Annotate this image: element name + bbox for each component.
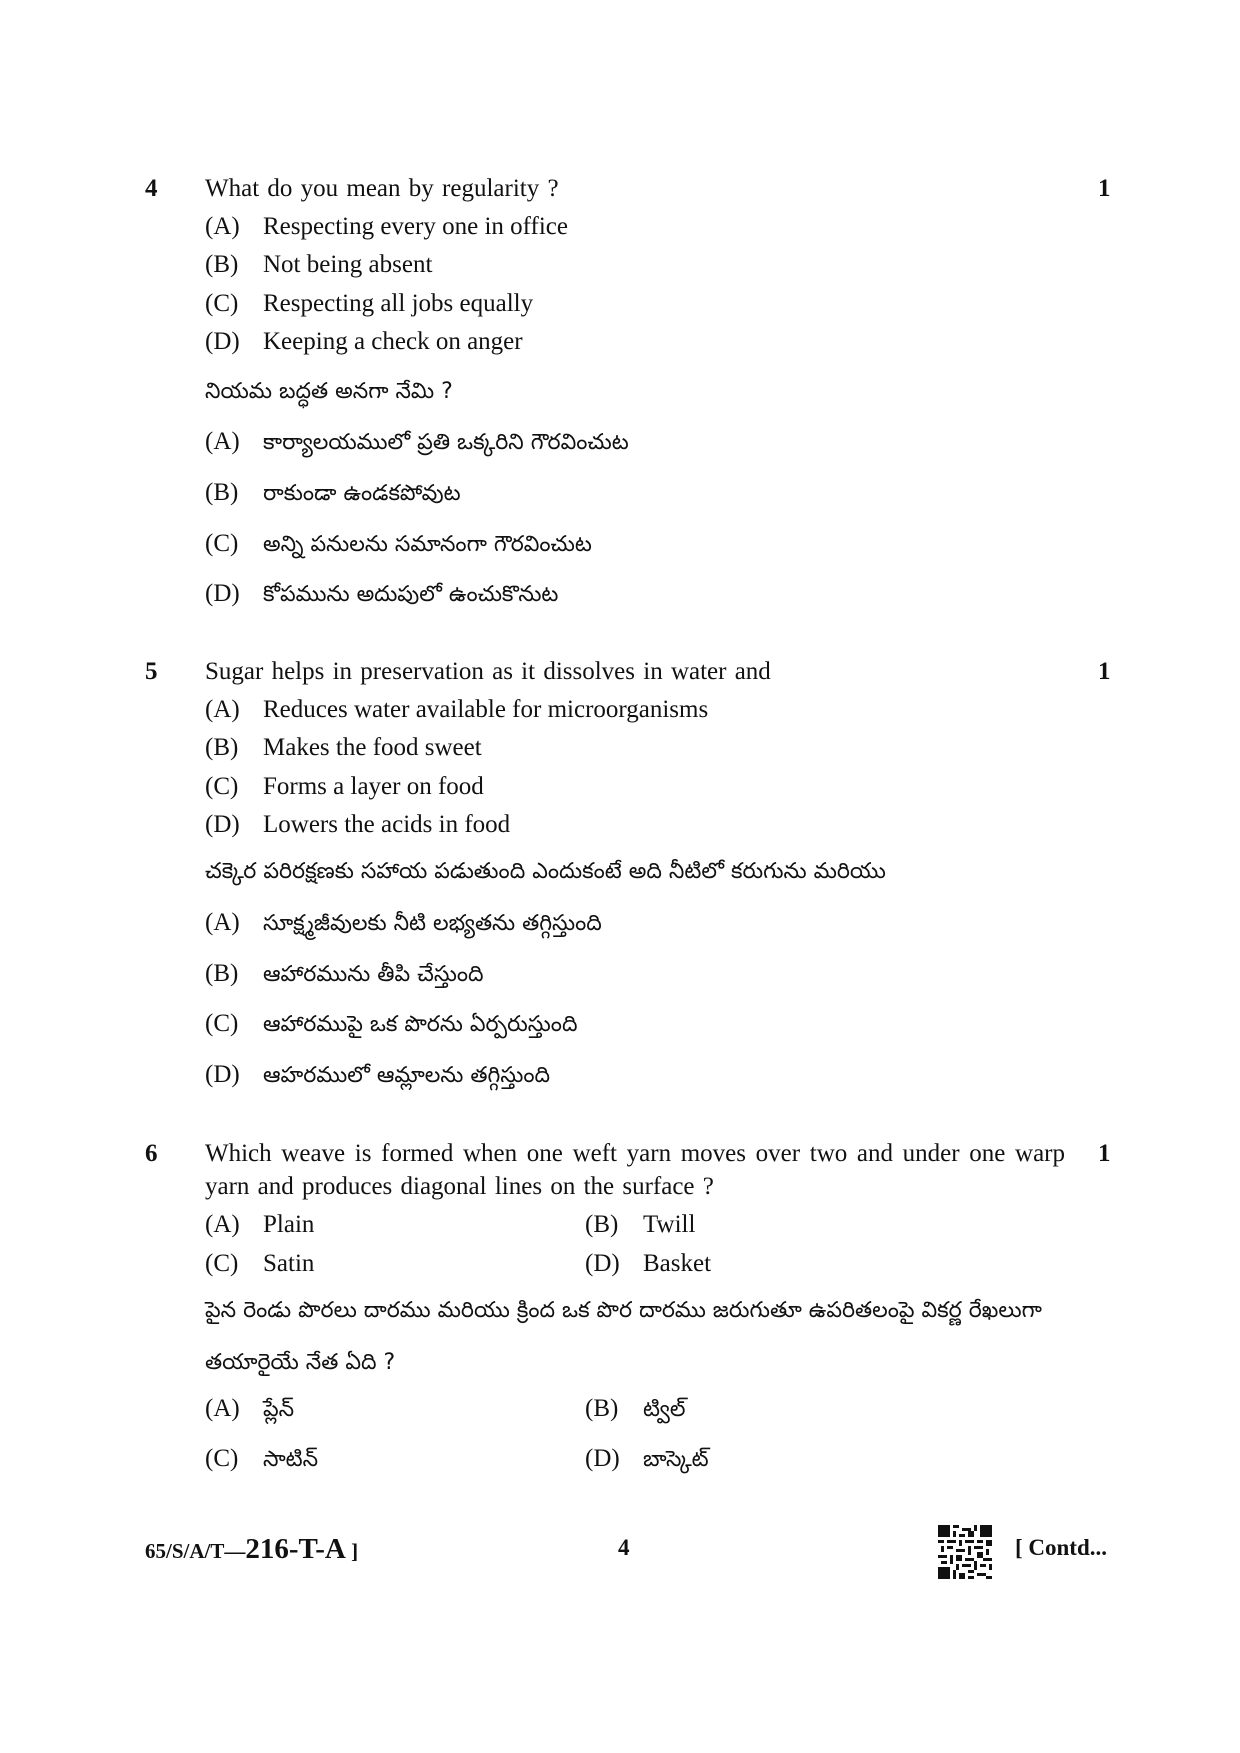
- option-text: Twill: [643, 1211, 696, 1238]
- option-text: Basket: [643, 1250, 712, 1277]
- option-label: (B): [585, 1211, 619, 1238]
- option-label: (D): [205, 811, 240, 838]
- question-text: What do you mean by regularity ?: [205, 175, 559, 202]
- paper-code-prefix: 65/S/A/T—: [145, 1539, 246, 1563]
- option-label: (A): [205, 696, 240, 723]
- qr-code-icon: [938, 1525, 992, 1579]
- telugu-question-text: చక్కెర పరిరక్షణకు సహాయ పడుతుంది ఎందుకంటే అది నీటిలో కరుగును మరియు: [205, 859, 886, 884]
- question-marks: 1: [1098, 1140, 1111, 1167]
- option-label: (C): [205, 773, 239, 800]
- option-a: [205, 693, 708, 726]
- option-label: (A): [205, 428, 240, 455]
- option-text: Lowers the acids in food: [263, 811, 511, 838]
- continued-label: [ Contd...: [1015, 1535, 1108, 1560]
- option-b: [205, 248, 432, 281]
- option-text: Respecting every one in office: [263, 213, 568, 240]
- question-marks: 1: [1098, 175, 1111, 202]
- option-text: బాస్కెట్: [643, 1447, 709, 1472]
- option-text: ఆహారమును తీపి చేస్తుంది: [263, 962, 484, 987]
- option-label: (B): [205, 734, 239, 761]
- question-number: 5: [145, 658, 158, 685]
- telugu-option-d: [585, 1442, 709, 1476]
- option-text: Reduces water available for microorganisms: [263, 696, 709, 723]
- option-label: (C): [205, 290, 239, 317]
- option-label: (A): [205, 909, 240, 936]
- option-text: Makes the food sweet: [263, 734, 482, 761]
- option-label: (A): [205, 1211, 240, 1238]
- option-label: (B): [585, 1395, 619, 1422]
- question-number: 6: [145, 1140, 158, 1167]
- question-text: Which weave is formed when one weft yarn moves over two and under one warp yarn and produces diagonal lines on the surface ?: [205, 1140, 1065, 1200]
- option-b: [205, 731, 482, 764]
- option-label: (C): [205, 1445, 239, 1472]
- telugu-option-d: [205, 1058, 550, 1092]
- option-c: [205, 770, 484, 803]
- option-a: [205, 1208, 314, 1241]
- option-label: (D): [585, 1445, 620, 1472]
- page-number: 4: [618, 1535, 630, 1560]
- option-text: Respecting all jobs equally: [263, 290, 534, 317]
- option-c: [205, 1247, 314, 1280]
- telugu-option-c: [205, 1442, 318, 1476]
- telugu-option-b: [205, 957, 484, 991]
- option-text: Plain: [263, 1211, 315, 1238]
- paper-code: [145, 1533, 358, 1566]
- option-label: (C): [205, 1250, 239, 1277]
- option-text: సూక్ష్మజీవులకు నీటి లభ్యతను తగ్గిస్తుంది: [263, 911, 602, 936]
- option-text: సాటిన్: [263, 1447, 319, 1472]
- paper-code-main: 216-T-A: [245, 1533, 346, 1565]
- option-label: (B): [205, 479, 239, 506]
- telugu-option-d: [205, 577, 558, 611]
- option-label: (C): [205, 1010, 239, 1037]
- option-c: [205, 287, 533, 320]
- option-text: ట్విల్: [643, 1397, 686, 1422]
- option-text: రాకుండా ఉండకపోవుట: [263, 481, 461, 506]
- option-label: (C): [205, 530, 239, 557]
- option-text: అన్ని పనులను సమానంగా గౌరవించుట: [263, 532, 592, 557]
- option-label: (D): [205, 1061, 240, 1088]
- telugu-option-a: [205, 906, 602, 940]
- telugu-question-text: పైన రెండు పొరలు దారము మరియు క్రింద ఒక పొర దారము జరుగుతూ ఉపరితలంపై వికర్ణ రేఖలుగా తయారైయే నేత ఏది ?: [205, 1298, 1042, 1375]
- option-d: [205, 808, 510, 841]
- option-label: (D): [205, 580, 240, 607]
- telugu-option-a: [205, 1392, 294, 1426]
- option-d: [205, 325, 523, 358]
- option-a: [205, 210, 568, 243]
- telugu-option-b: [205, 476, 461, 510]
- paper-code-suffix: ]: [345, 1539, 359, 1563]
- option-text: ప్లేన్: [263, 1397, 295, 1422]
- question-marks: 1: [1098, 658, 1111, 685]
- option-text: Forms a layer on food: [263, 773, 484, 800]
- telugu-option-c: [205, 527, 592, 561]
- page-footer: [0, 1525, 1240, 1575]
- telugu-option-a: [205, 425, 629, 459]
- telugu-option-c: [205, 1007, 577, 1041]
- option-label: (A): [205, 1395, 240, 1422]
- option-d: [585, 1247, 711, 1280]
- option-b: [585, 1208, 695, 1241]
- option-text: కార్యాలయములో ప్రతి ఒక్కరిని గౌరవించుట: [263, 430, 629, 455]
- option-label: (B): [205, 251, 239, 278]
- option-text: కోపమును అదుపులో ఉంచుకొనుట: [263, 582, 559, 607]
- option-text: Keeping a check on anger: [263, 328, 523, 355]
- option-text: Not being absent: [263, 251, 433, 278]
- question-number: 4: [145, 175, 158, 202]
- option-text: ఆహారముపై ఒక పొరను ఏర్పరుస్తుంది: [263, 1012, 578, 1037]
- option-label: (D): [585, 1250, 620, 1277]
- telugu-option-b: [585, 1392, 685, 1426]
- option-label: (B): [205, 960, 239, 987]
- telugu-question-text: నియమ బద్ధత అనగా నేమి ?: [205, 379, 453, 404]
- option-text: ఆహరములో ఆమ్లాలను తగ్గిస్తుంది: [263, 1063, 551, 1088]
- option-label: (A): [205, 213, 240, 240]
- option-text: Satin: [263, 1250, 315, 1277]
- question-text: Sugar helps in preservation as it dissolves in water and: [205, 658, 771, 685]
- option-label: (D): [205, 328, 240, 355]
